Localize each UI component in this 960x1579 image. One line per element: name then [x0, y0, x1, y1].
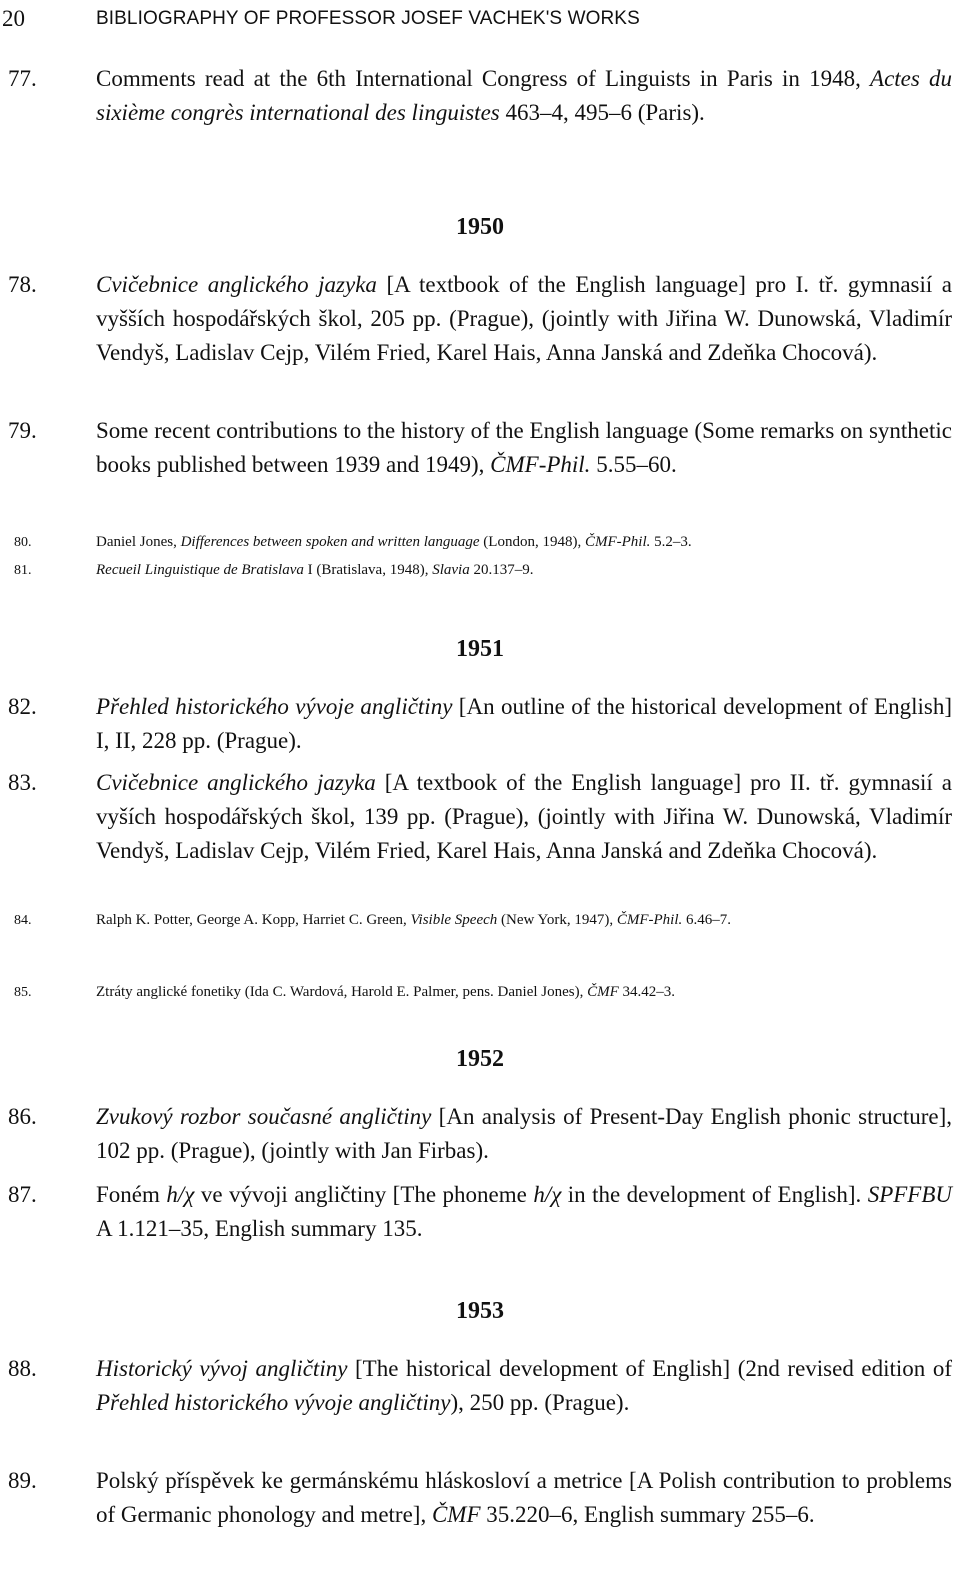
- entry-text: Comments read at the 6th International Congress of Linguists in Paris in 1948, Actes du sixième congrès international des linguistes 463–4, 495–6 (Paris).: [96, 66, 952, 125]
- year-heading-1952: 1952: [456, 1046, 504, 1072]
- bib-entry-87: [0, 1178, 960, 1246]
- entry-number: 81.: [14, 563, 32, 578]
- entry-number: 82.: [8, 694, 37, 719]
- bib-entry-79: [0, 414, 960, 482]
- bib-entry-85: [0, 980, 960, 1005]
- entry-number: 83.: [8, 770, 37, 795]
- bib-entry-89: [0, 1464, 960, 1532]
- entry-number: 77.: [8, 66, 37, 91]
- entry-text: Recueil Linguistique de Bratislava I (Bratislava, 1948), Slavia 20.137–9.: [96, 562, 534, 578]
- entry-number: 79.: [8, 418, 37, 443]
- entry-text: Polský příspěvek ke germánskému hláskosloví a metrice [A Polish contribution to problems of Germanic phonology and metre], ČMF 35.220–6, English summary 255–6.: [96, 1468, 952, 1527]
- entry-text: Daniel Jones, Differences between spoken and written language (London, 1948), ČMF-Phil. 5.2–3.: [96, 534, 692, 550]
- bib-entry-83: [0, 766, 960, 868]
- entry-number: 86.: [8, 1104, 37, 1129]
- entry-text: Přehled historického vývoje angličtiny [An outline of the historical development of English] I, II, 228 pp. (Prague).: [96, 694, 952, 753]
- bib-entry-80: [0, 530, 960, 555]
- entry-text: Ztráty anglické fonetiky (Ida C. Wardová, Harold E. Palmer, pens. Daniel Jones), ČMF 34.42–3.: [96, 984, 676, 1000]
- entry-number: 80.: [14, 535, 32, 550]
- entry-text: Foném h/χ ve vývoji angličtiny [The phoneme h/χ in the development of English]. SPFFBU A 1.121–35, English summary 135.: [96, 1182, 953, 1241]
- entry-number: 87.: [8, 1182, 37, 1207]
- entry-text: Cvičebnice anglického jazyka [A textbook of the English language] pro I. tř. gymnasií a vyšších hospodářských škol, 205 pp. (Prague), (jointly with Jiřina W. Dunowská, Vladimír Vendyš, Ladislav Cejp, Vilém Fried, Karel Hais, Anna Janská and Zdeňka Chocová).: [96, 272, 953, 365]
- running-header: [0, 6, 960, 32]
- bib-entry-82: [0, 690, 960, 758]
- page-number: 20: [2, 6, 25, 31]
- bib-entry-88: [0, 1352, 960, 1420]
- year-heading-1953: 1953: [456, 1298, 504, 1324]
- running-head: BIBLIOGRAPHY OF PROFESSOR JOSEF VACHEK'S WORKS: [96, 8, 640, 29]
- year-heading-1951: 1951: [456, 636, 504, 662]
- entry-number: 89.: [8, 1468, 37, 1493]
- entry-number: 84.: [14, 913, 32, 928]
- bib-entry-81: [0, 558, 960, 583]
- entry-text: Ralph K. Potter, George A. Kopp, Harriet C. Green, Visible Speech (New York, 1947), ČMF-Phil. 6.46–7.: [96, 912, 732, 928]
- entry-text: Zvukový rozbor současné angličtiny [An analysis of Present-Day English phonic structure], 102 pp. (Prague), (jointly with Jan Firbas).: [96, 1104, 953, 1163]
- entry-number: 88.: [8, 1356, 37, 1381]
- entry-text: Some recent contributions to the history of the English language (Some remarks on synthetic books published between 1939 and 1949), ČMF-Phil. 5.55–60.: [96, 418, 952, 477]
- entry-text: Historický vývoj angličtiny [The historical development of English] (2nd revised edition of Přehled historického vývoje angličtiny), 250 pp. (Prague).: [96, 1356, 953, 1415]
- bib-entry-86: [0, 1100, 960, 1168]
- bib-entry-84: [0, 908, 960, 933]
- year-heading-1950: 1950: [456, 214, 504, 240]
- bib-entry-77: [0, 62, 960, 130]
- entry-text: Cvičebnice anglického jazyka [A textbook of the English language] pro II. tř. gymnasií a vyších hospodářských škol, 139 pp. (Prague), (jointly with Jiřina W. Dunowská, Vladimír Vendyš, Ladislav Cejp, Vilém Fried, Karel Hais, Anna Janská and Zdeňka Chocová).: [96, 770, 952, 863]
- entry-number: 78.: [8, 272, 37, 297]
- entry-number: 85.: [14, 985, 32, 1000]
- bib-entry-78: [0, 268, 960, 370]
